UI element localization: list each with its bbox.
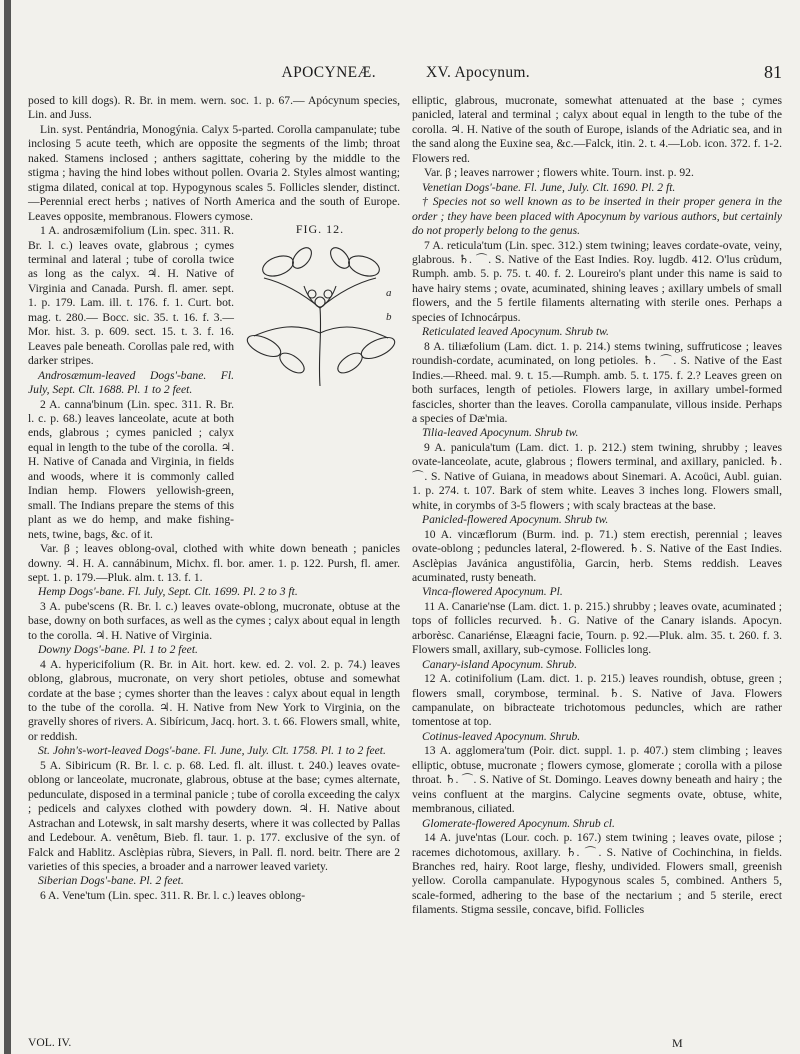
volume-footer: VOL. IV. <box>28 1036 72 1049</box>
species-entry: 11 A. Canarie'nse (Lam. dict. 1. p. 215.) shrubby ; leaves ovate, acuminated ; tops of follicles recurved. ♄. G. Native of the Canary islands. Apocyn. arborèsc. Canariénse, Elæagni facie, Tourn. p. 92.—Pluk. alm. 35. t. 260. f. 3. Flowers small, axillary, sub-cymose. Follicles long. <box>412 599 782 657</box>
figure-label: FIG. 12. <box>295 222 345 237</box>
header-section-title: XV. Apocynum. <box>426 64 530 81</box>
botanical-figure <box>240 224 400 514</box>
species-entry: 8 A. tiliæfolium (Lam. dict. 1. p. 214.) stems twining, suffruticose ; leaves roundish-cordate, acuminated, on long petioles. ♄. ⌒. S. Native of the East Indies.—Rheed. mal. 9. t. 15.—Rumph. amb. 5. t. 175. f. 2.? Leaves green on both surfaces, length of petioles. Flowers large, in axillary umbel-formed fascicles, shorter than the leaves. Corolla campanulate, villous inside. Perhaps a species of Dæ'mia. <box>412 339 782 425</box>
species-entry: 3 A. pube'scens (R. Br. l. c.) leaves ovate-oblong, mucronate, obtuse at the base, downy on both surfaces, as well as the cymes ; calyx about equal in length to the corolla. ♃. H. Native of Virginia. <box>28 599 400 642</box>
common-name: Canary-island Apocynum. Shrub. <box>422 657 578 671</box>
species-entry: 7 A. reticula'tum (Lin. spec. 312.) stem twining; leaves cordate-ovate, veiny, glabrous. ♄. ⌒. S. Native of the East Indies. Roy. lugdb. 412. O'lus crùdum, Rumph. amb. 5. p. 75. t. 40. f. 2. Loureiro's plant under this name is said to have hairy stems ; ovate, acuminated, shining leaves ; axillary umbels of small flowers, and the 5 fertile filaments alternating with sterile ones. Perhaps a species of Ichnocárpus. <box>412 238 782 324</box>
common-name: Siberian Dogs'-bane. Pl. 2 feet. <box>38 874 184 888</box>
common-name: Glomerate-flowered Apocynum. Shrub cl. <box>422 816 615 830</box>
apocynum-illustration <box>242 238 398 388</box>
page-number: 81 <box>764 62 782 82</box>
species-entry: 9 A. panicula'tum (Lam. dict. 1. p. 212.) stem twining, shrubby ; leaves ovate-lanceolate, acute, glabrous ; flowers terminal, and axillary, panicled. ♄. ⌒. S. Native of Guiana, in meadows about Sinemari. A. Acoüci, Aubl. guian. 1. p. 274. t. 107. Bark of stem white. Leaves 3 inches long. Flowers small, white, in corymbs of 3-5 flowers ; with scaly bracteas at the base. <box>412 440 782 512</box>
header-order-title: APOCYNEÆ. <box>281 64 376 81</box>
species-entry: 12 A. cotinifolium (Lam. dict. 1. p. 215.) leaves roundish, obtuse, green ; flowers small, corymbose, terminal. ♄. S. Native of Java. Flowers campanulate, on bibracteate trichotomous peduncles, which are rather tomentose at top. <box>412 672 782 729</box>
common-name: Cotinus-leaved Apocynum. Shrub. <box>422 729 581 743</box>
common-name: Reticulated leaved Apocynum. Shrub tw. <box>422 325 609 339</box>
right-column <box>412 94 782 918</box>
species-entry: 6 A. Vene'tum (Lin. spec. 311. R. Br. l. c.) leaves oblong- <box>40 888 306 902</box>
species-entry: 2 A. canna'binum (Lin. spec. 311. R. Br. l. c. p. 68.) leaves lanceolate, acute at both ends, glabrous ; cymes panicled ; calyx equal in length to the tube of the corolla. ♃. H. Native of Canada and Virginia, in fields and woods, where it is commonly called Indian hemp. Flowers yellowish-green, small. The Indians prepare the stems of this plant as we do hemp, and make fishing-nets, twine, bags, &c. of it. <box>28 397 234 541</box>
running-header <box>22 62 782 84</box>
species-entry: 4 A. hypericifolium (R. Br. in Ait. hort. kew. ed. 2. vol. 2. p. 74.) leaves oblong, glabrous, mucronate, on very short petioles, obtuse and somewhat cordate at the base ; cymes shorter than the leaves : calyx about equal in length to the tube of the corolla. ♃. H. Native from New York to Virginia, on the gravelly shores of rivers. A. Sibíricum, Jacq. hort. 3. t. 66. Flowers small, white, or reddish. <box>28 657 400 743</box>
common-name: Hemp Dogs'-bane. Fl. July, Sept. Clt. 1699. Pl. 2 to 3 ft. <box>38 585 298 599</box>
species-entry: 10 A. vincæflorum (Burm. ind. p. 71.) stem erectish, perennial ; leaves ovate-oblong ; peduncles lateral, 2-flowered. ♄. S. Native of the East Indies. Asclèpias Javánica angustifòlia, Garcin, herb. Stems reddish. Leaves acuminated, rusty beneath. <box>412 527 782 584</box>
species-entry: 5 A. Sibiricum (R. Br. l. c. p. 68. Led. fl. alt. illust. t. 240.) leaves ovate-oblong or lanceolate, mucronate, glabrous, obtuse at the base; cymes alternate, pedunculate, disposed in a terminal panicle ; tube of corolla exceeding the calyx ; pedicels and calyxes clothed with powdery down. ♃. H. Native about Astrachan and Lotewsk, in salt marshy deserts, where it was collected by Pallas and Ledebour. A. venêtum, Bieb. fl. taur. 1. p. 177. exclusive of the syn. of Falck and Hablitz. Asclèpias rùbra, Sievers, in Pall. fl. nord. beitr. There are 2 varieties of this species, a broader and a narrower leaved variety. <box>28 758 400 874</box>
signature-mark: M <box>672 1036 683 1050</box>
species-entry: 1 A. androsæmifolium (Lin. spec. 311. R. Br. l. c.) leaves ovate, glabrous ; cymes terminal and lateral ; tube of corolla twice as long as the calyx. ♃. H. Native of Virginia and Canada. Pursh. fl. amer. sept. 1. p. 179. Lam. ill. t. 176. f. 1. Curt. bot. mag. t. 280.— Bocc. sic. 35. t. 16. f. 3.— Mor. hist. 3. p. 609. sect. 15. t. 3. f. 16. Leaves pale beneath. Corollas pale red, with darker stripes. <box>28 224 234 368</box>
common-name: Tilia-leaved Apocynum. Shrub tw. <box>422 426 579 440</box>
left-column <box>28 94 400 903</box>
figure-letter-b: b <box>386 311 392 324</box>
common-name: Venetian Dogs'-bane. Fl. June, July. Clt. 1690. Pl. 2 ft. <box>422 180 676 194</box>
variety-entry: Var. β ; leaves narrower ; flowers white. Tourn. inst. p. 92. <box>424 166 694 180</box>
species-entry: 13 A. agglomera'tum (Poir. dict. suppl. 1. p. 407.) stem climbing ; leaves elliptic, obtuse, mucronate ; flowers cymose, glomerate ; corolla with a pilose throat. ♄. ⌒. S. Native of St. Domingo. Leaves downy beneath and hairy ; the veins confluent at the margins. Calycine segments ovate, obtuse, white, membranous, ciliated. <box>412 744 782 816</box>
paragraph: elliptic, glabrous, mucronate, somewhat attenuated at the base ; cymes panicled, lateral and terminal ; calyx about equal in length to the tube of the corolla. ♃. H. Native of the south of Europe, islands of the Adriatic sea, and in the sand along the Euxine sea, &c.—Falck, itin. 2. t. 4.—Lob. icon. 372. f. 1-2. Flowers red. <box>412 94 782 165</box>
variety-entry: Var. β ; leaves oblong-oval, clothed with white down beneath ; panicles downy. ♃. H. A. cannábinum, Michx. fl. bor. amer. 1. p. 122. Pursh, fl. amer. sept. 1. p. 179.—Pluk. alm. t. 13. f. 1. <box>28 542 400 584</box>
section-note: † Species not so well known as to be inserted in their proper genera in the order ; they have been placed with Apocynum by various authors, but certainly do not properly belong to the genus. <box>412 195 782 238</box>
paragraph: Lin. syst. Pentándria, Monogýnia. Calyx 5-parted. Corolla campanulate; tube inclosing 5 acute teeth, which are opposite the segments of the limb; throat naked. Stamens inclosed ; anthers sagittate, cohering by the middle to the stigma ; having the hind lobes without pollen. Ovaria 2. Styles almost wanting; stigma dilated, conical at top. Hypogynous scales 5. Follicles slender, distinct.—Perennial erect herbs ; natives of North America and the south of Europe. Leaves opposite, membranous. Flowers cymose. <box>28 122 400 223</box>
common-name: St. John's-wort-leaved Dogs'-bane. Fl. June, July. Clt. 1758. Pl. 1 to 2 feet. <box>38 744 386 758</box>
figure-letter-a: a <box>386 287 392 300</box>
paragraph: posed to kill dogs). R. Br. in mem. wern. soc. 1. p. 67.— Apócynum species, Lin. and Juss. <box>28 94 400 122</box>
common-name: Androsæmum-leaved Dogs'-bane. Fl. July, Sept. Clt. 1688. Pl. 1 to 2 feet. <box>28 368 234 397</box>
common-name: Vinca-flowered Apocynum. Pl. <box>422 585 563 599</box>
common-name: Panicled-flowered Apocynum. Shrub tw. <box>422 513 609 527</box>
page-edge-bar <box>4 0 11 1054</box>
species-entry: 14 A. juve'ntas (Lour. coch. p. 167.) stem twining ; leaves ovate, pilose ; racemes dichotomous, axillary. ♄. ⌒. S. Native of Cochinchina, in fields. Branches red, hairy. Root large, fleshy, undivided. Flowers small, greenish yellow. Corolla campanulate. Hypogynous scales 5, combined. Anthers 5, scale-formed, adhering to the base of the nectarium ; and 5 sterile, erect filaments. Stigma sessile, concave, bifid. Follicles <box>412 831 782 917</box>
common-name: Downy Dogs'-bane. Pl. 1 to 2 feet. <box>38 643 198 657</box>
